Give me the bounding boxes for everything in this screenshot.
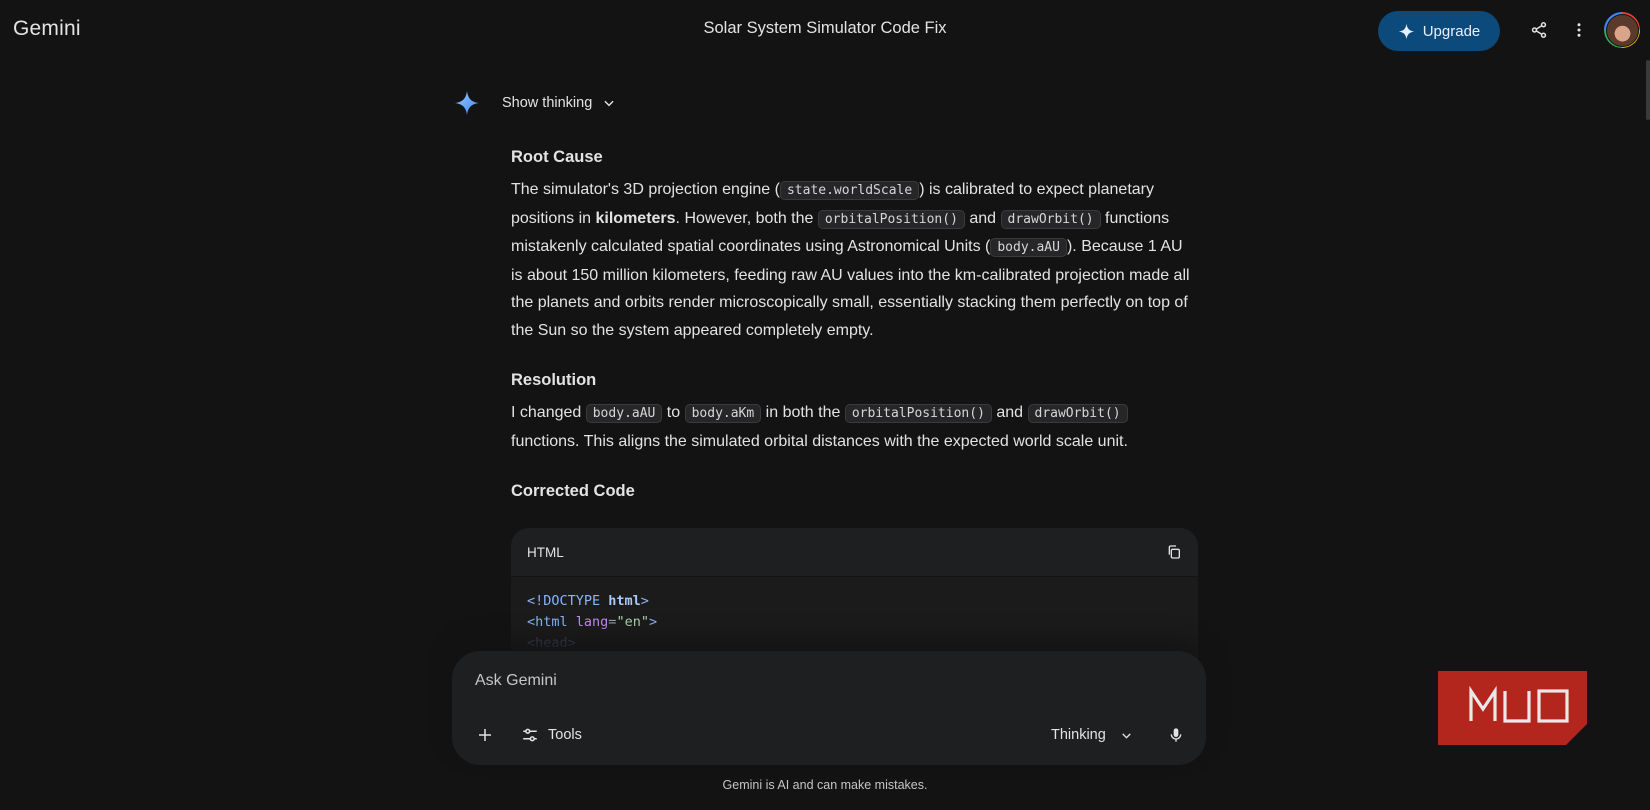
inline-code: drawOrbit() [1001,210,1101,229]
tools-label: Tools [548,727,582,743]
text-span: ). Because 1 AU is about 150 million kilometers, feeding raw AU values into the km-calibrated projection made all the planets and orbits render microscopically small, essentially stacking them perfectly on top of the Sun so the system appeared completely empty. [511,238,1190,339]
code-token: <head> [527,635,576,651]
upgrade-label: Upgrade [1422,22,1481,40]
text-span: and [991,404,1028,421]
response-content [511,145,1191,510]
mic-icon[interactable] [1164,722,1188,748]
prompt-input[interactable]: Ask Gemini [475,672,557,689]
show-thinking-label: Show thinking [502,95,593,111]
text-span: functions mistakenly calculated spatial coordinates using Astronomical Units ( [511,209,1170,255]
disclaimer-text: Gemini is AI and can make mistakes. [722,778,928,792]
inline-code: orbitalPosition() [818,210,965,229]
bold-text: kilometers [595,209,676,227]
text-span: I changed [511,404,586,421]
code-token: <html [527,614,576,630]
resolution-heading: Resolution [511,371,597,389]
code-token: "en" [616,614,649,630]
code-token: lang [575,614,609,630]
inline-code: body.aKm [685,404,762,423]
text-span: functions. This aligns the simulated orbital distances with the expected world scale unit. [511,432,1128,450]
conversation-title: Solar System Simulator Code Fix [703,19,947,37]
upgrade-button[interactable] [1378,11,1500,51]
tools-icon [521,726,539,744]
text-span: and [964,209,1001,227]
avatar-image [1606,14,1639,47]
inline-code: drawOrbit() [1028,404,1128,423]
prompt-composer [452,651,1206,765]
root-cause-paragraph [511,176,1191,344]
corrected-code-heading: Corrected Code [511,482,635,500]
inline-code: body.aAU [586,404,663,423]
plus-icon[interactable] [473,723,497,747]
text-span: . However, both the [675,209,818,227]
chevron-down-icon [1120,729,1133,742]
code-line [527,591,1182,612]
code-line [527,612,1182,633]
mode-label: Thinking [1051,727,1106,743]
gemini-spark-icon [454,90,480,116]
text-span: in both the [761,404,845,421]
code-language-label: HTML [527,544,564,560]
user-avatar[interactable] [1604,12,1640,48]
text-span: to [662,404,685,421]
root-cause-heading: Root Cause [511,148,603,166]
resolution-paragraph [511,399,1191,455]
chevron-down-icon [602,96,616,110]
show-thinking-toggle[interactable] [502,95,616,111]
mode-selector[interactable] [1051,722,1133,748]
code-block-header [511,528,1198,577]
copy-icon[interactable] [1166,544,1182,560]
inline-code: body.aAU [990,238,1067,257]
text-span: ) is calibrated to expect planetary positions in [511,181,1154,227]
code-token: > [648,614,658,630]
inline-code: orbitalPosition() [845,404,992,423]
muo-logo [1438,671,1587,745]
more-vert-icon[interactable] [1567,18,1591,42]
code-block [511,528,1198,668]
code-token: > [640,593,649,609]
scrollbar[interactable] [1646,60,1650,120]
thinking-row [454,89,616,117]
top-bar [0,0,1650,60]
code-token: <!DOCTYPE [527,593,609,609]
code-token: html [608,593,641,609]
inline-code: state.worldScale [780,181,919,200]
code-token: = [608,614,617,630]
sparkle-icon [1398,23,1415,40]
text-span: The simulator's 3D projection engine ( [511,181,780,198]
app-brand[interactable]: Gemini [13,17,81,40]
share-icon[interactable] [1527,18,1551,42]
tools-button[interactable] [521,722,582,748]
